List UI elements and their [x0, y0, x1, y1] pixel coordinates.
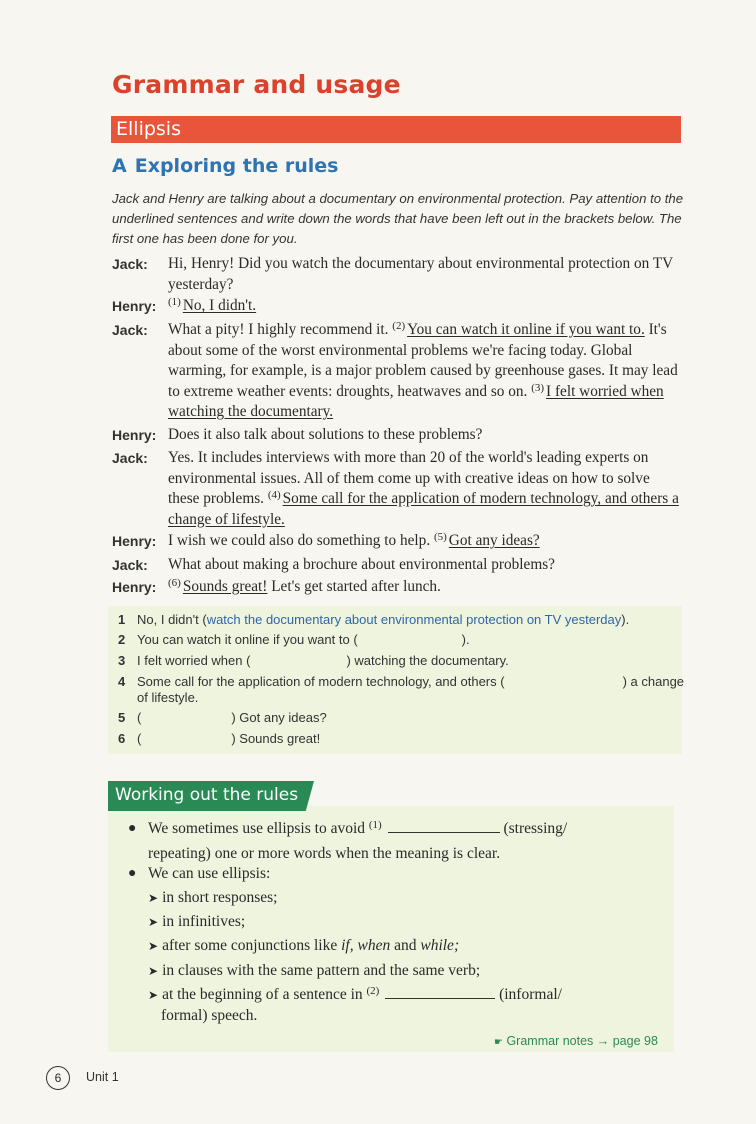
rule-1-cont: repeating) one or more words when the meaning is clear. — [148, 845, 501, 862]
bullet-icon: ● — [128, 821, 137, 836]
item-number: 2 — [118, 632, 126, 647]
page-title: Grammar and usage — [112, 70, 401, 99]
exercise-item-1 — [118, 612, 629, 627]
blank-2[interactable] — [385, 984, 495, 999]
grammar-notes-text: Grammar notes → page 98 — [506, 1034, 658, 1048]
item-number: 6 — [118, 731, 126, 746]
dialogue-turn — [112, 555, 684, 576]
rule-1 — [148, 818, 668, 839]
exercise-item-3 — [118, 653, 509, 668]
sentence-number: (1) — [168, 296, 181, 308]
conjunction: if, — [341, 937, 354, 954]
sub-rule-1 — [148, 887, 277, 909]
arrow-icon: ➤ — [148, 891, 159, 905]
item-number: 4 — [118, 674, 126, 689]
exercise-item-4-cont: of lifestyle. — [137, 690, 199, 705]
plain-text: Does it also talk about solutions to these problems? — [168, 426, 483, 443]
plain-text: It's about some of the worst environmental problems we're facing today. Global warming, for example, is a major problem caused by greenhouse gases. It may lead to extreme weather events: droughts, heatwaves and so on. — [168, 321, 678, 400]
speech-text — [168, 425, 684, 446]
conjunction: when — [357, 937, 391, 954]
sentence-number: (3) — [531, 381, 545, 394]
underlined-sentence: I felt worried when watching the documentary. — [168, 382, 664, 420]
topic-label: Ellipsis — [116, 118, 181, 140]
speech-text — [168, 320, 684, 423]
underlined-sentence: Sounds great! — [182, 578, 268, 595]
underlined-sentence: You can watch it online if you want to. — [407, 321, 645, 338]
blank-number: (2) — [366, 985, 380, 997]
underlined-sentence: No, I didn't. — [182, 297, 257, 314]
topic-banner — [111, 116, 681, 143]
plain-text: Hi, Henry! Did you watch the documentary about environmental protection on TV yesterday? — [168, 255, 673, 293]
blank-1[interactable] — [388, 818, 500, 833]
speaker-name: Jack: — [112, 256, 148, 272]
underlined-sentence: Some call for the application of modern technology, and others a change of lifestyle. — [168, 490, 679, 528]
item-text: ) Got any ideas? — [231, 710, 327, 725]
sentence-number: (2) — [392, 320, 406, 332]
exercise-item-6 — [118, 731, 320, 746]
dialogue-turn — [112, 531, 684, 552]
exercise-item-4 — [118, 674, 684, 689]
instructions: Jack and Henry are talking about a documentary on environmental protection. Pay attention to the underlined sentences and write down the words that have been left out in the brackets below. The first one has been done for you. — [112, 191, 684, 246]
rule-text: at the beginning of a sentence in — [162, 986, 367, 1003]
model-answer: watch the documentary about environmental protection on TV yesterday — [206, 612, 622, 627]
item-text: ) Sounds great! — [231, 731, 321, 746]
item-text: No, I didn't ( — [137, 612, 207, 627]
rule-text: We sometimes use ellipsis to avoid — [148, 820, 369, 837]
dialogue-turn — [112, 296, 684, 317]
sentence-number: (4) — [267, 489, 281, 501]
rule-text: (stressing/ — [499, 820, 568, 837]
arrow-icon: ➤ — [148, 939, 159, 953]
conjunction: while; — [420, 937, 460, 954]
unit-label: Unit 1 — [86, 1070, 119, 1084]
section-heading — [112, 155, 338, 177]
rule-text: and — [390, 937, 421, 954]
item-text: ) a change — [622, 674, 685, 689]
item-text: ) watching the documentary. — [346, 653, 509, 668]
underlined-sentence: Got any ideas? — [448, 532, 540, 549]
speaker-name: Henry: — [112, 427, 157, 443]
page-number: 6 — [46, 1066, 70, 1090]
speaker-name: Jack: — [112, 557, 148, 573]
item-text: ( — [137, 710, 142, 725]
dialogue-turn — [112, 425, 684, 446]
plain-text: What about making a brochure about environmental problems? — [168, 556, 555, 573]
arrow-icon: ➤ — [148, 988, 159, 1002]
item-number: 5 — [118, 710, 126, 725]
section-title: Exploring the rules — [134, 155, 339, 177]
item-text: ). — [621, 612, 630, 627]
plain-text: Yes. It includes interviews with more than 20 of the world's leading experts on environmental issues. All of them come up with creative ideas on how to solve these problems. — [168, 449, 650, 507]
item-text: Some call for the application of modern technology, and others ( — [137, 674, 505, 689]
speech-text — [168, 531, 684, 552]
speaker-name: Henry: — [112, 579, 157, 595]
arrow-icon: ➤ — [148, 964, 159, 978]
item-text: ). — [461, 632, 470, 647]
arrow-icon: ➤ — [148, 915, 159, 929]
pointing-hand-icon: ☛ — [494, 1037, 503, 1048]
exercise-item-5 — [118, 710, 327, 725]
plain-text: What a pity! I highly recommend it. — [168, 321, 393, 338]
grammar-notes-link[interactable] — [494, 1034, 658, 1048]
sentence-number: (6) — [168, 577, 181, 589]
rules-heading-text: Working out the rules — [115, 785, 299, 805]
speech-text — [168, 254, 684, 295]
section-letter: A — [112, 155, 127, 177]
sub-rule-4 — [148, 960, 480, 982]
item-number: 3 — [118, 653, 126, 668]
rule-text: in infinitives; — [162, 913, 246, 930]
dialogue-turn — [112, 254, 684, 295]
rules-heading — [108, 781, 314, 811]
rule-text: after some conjunctions like — [162, 937, 342, 954]
dialogue-turn — [112, 448, 684, 530]
speaker-name: Henry: — [112, 533, 157, 549]
rule-2: We can use ellipsis: — [148, 865, 271, 882]
speech-text — [168, 577, 684, 598]
speech-text — [168, 448, 684, 530]
sentence-number: (5) — [433, 531, 447, 543]
sub-rule-3 — [148, 935, 459, 957]
rule-text: (informal/ — [495, 986, 562, 1003]
dialogue-turn — [112, 577, 684, 598]
speaker-name: Jack: — [112, 322, 148, 338]
item-text: I felt worried when ( — [137, 653, 251, 668]
exercise-item-2 — [118, 632, 470, 647]
speaker-name: Jack: — [112, 450, 148, 466]
rule-text: in short responses; — [162, 889, 278, 906]
sub-rule-2 — [148, 911, 245, 933]
plain-text: I wish we could also do something to help. — [168, 532, 434, 549]
speech-text — [168, 555, 684, 576]
sub-rule-5-cont: formal) speech. — [161, 1007, 258, 1024]
rule-text: in clauses with the same pattern and the same verb; — [162, 962, 481, 979]
item-number: 1 — [118, 612, 126, 627]
bullet-icon: ● — [128, 866, 137, 881]
speaker-name: Henry: — [112, 298, 157, 314]
dialogue-turn — [112, 320, 684, 423]
speech-text — [168, 296, 684, 317]
item-text: ( — [137, 731, 142, 746]
plain-text: Let's get started after lunch. — [267, 578, 441, 595]
blank-number: (1) — [368, 819, 382, 831]
sub-rule-5 — [148, 984, 562, 1006]
item-text: You can watch it online if you want to ( — [137, 632, 358, 647]
